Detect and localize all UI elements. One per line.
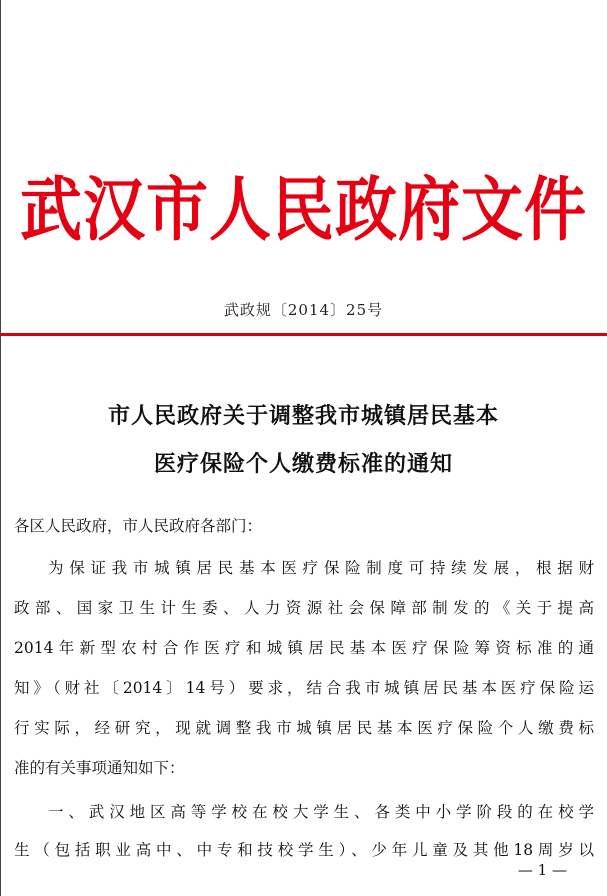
document-title-line-1: 市人民政府关于调整我市城镇居民基本 (107, 403, 499, 429)
paragraph-1-line: 知》（财社〔2014〕14号）要求，结合我市城镇居民基本医疗保险运 (14, 679, 594, 697)
paragraph-1-line: 2014年新型农村合作医疗和城镇居民基本医疗保险筹资标准的通 (14, 639, 594, 657)
paragraph-2-line: 一、武汉地区高等学校在校大学生、各类中小学阶段的在校学 (48, 803, 594, 821)
document-number: 武政规〔2014〕25号 (223, 301, 384, 319)
document-title-line-2: 医疗保险个人缴费标准的通知 (153, 451, 453, 477)
page-number: — 1 — (517, 861, 567, 879)
salutation: 各区人民政府，市人民政府各部门： (14, 517, 263, 535)
paragraph-1-line: 行实际，经研究，现就调整我市城镇居民基本医疗保险个人缴费标 (14, 719, 594, 737)
paragraph-2-line: 生（包括职业高中、中专和技校学生）、少年儿童及其他18周岁以 (14, 841, 594, 859)
paragraph-1-line: 为保证我市城镇居民基本医疗保险制度可持续发展，根据财 (48, 559, 594, 577)
red-separator-line (0, 333, 607, 336)
document-masthead: 武汉市人民政府文件 (19, 168, 587, 251)
paragraph-1-line: 政部、国家卫生计生委、人力资源社会保障部制发的《关于提高 (14, 599, 594, 617)
paragraph-1-line: 准的有关事项通知如下： (14, 759, 185, 777)
